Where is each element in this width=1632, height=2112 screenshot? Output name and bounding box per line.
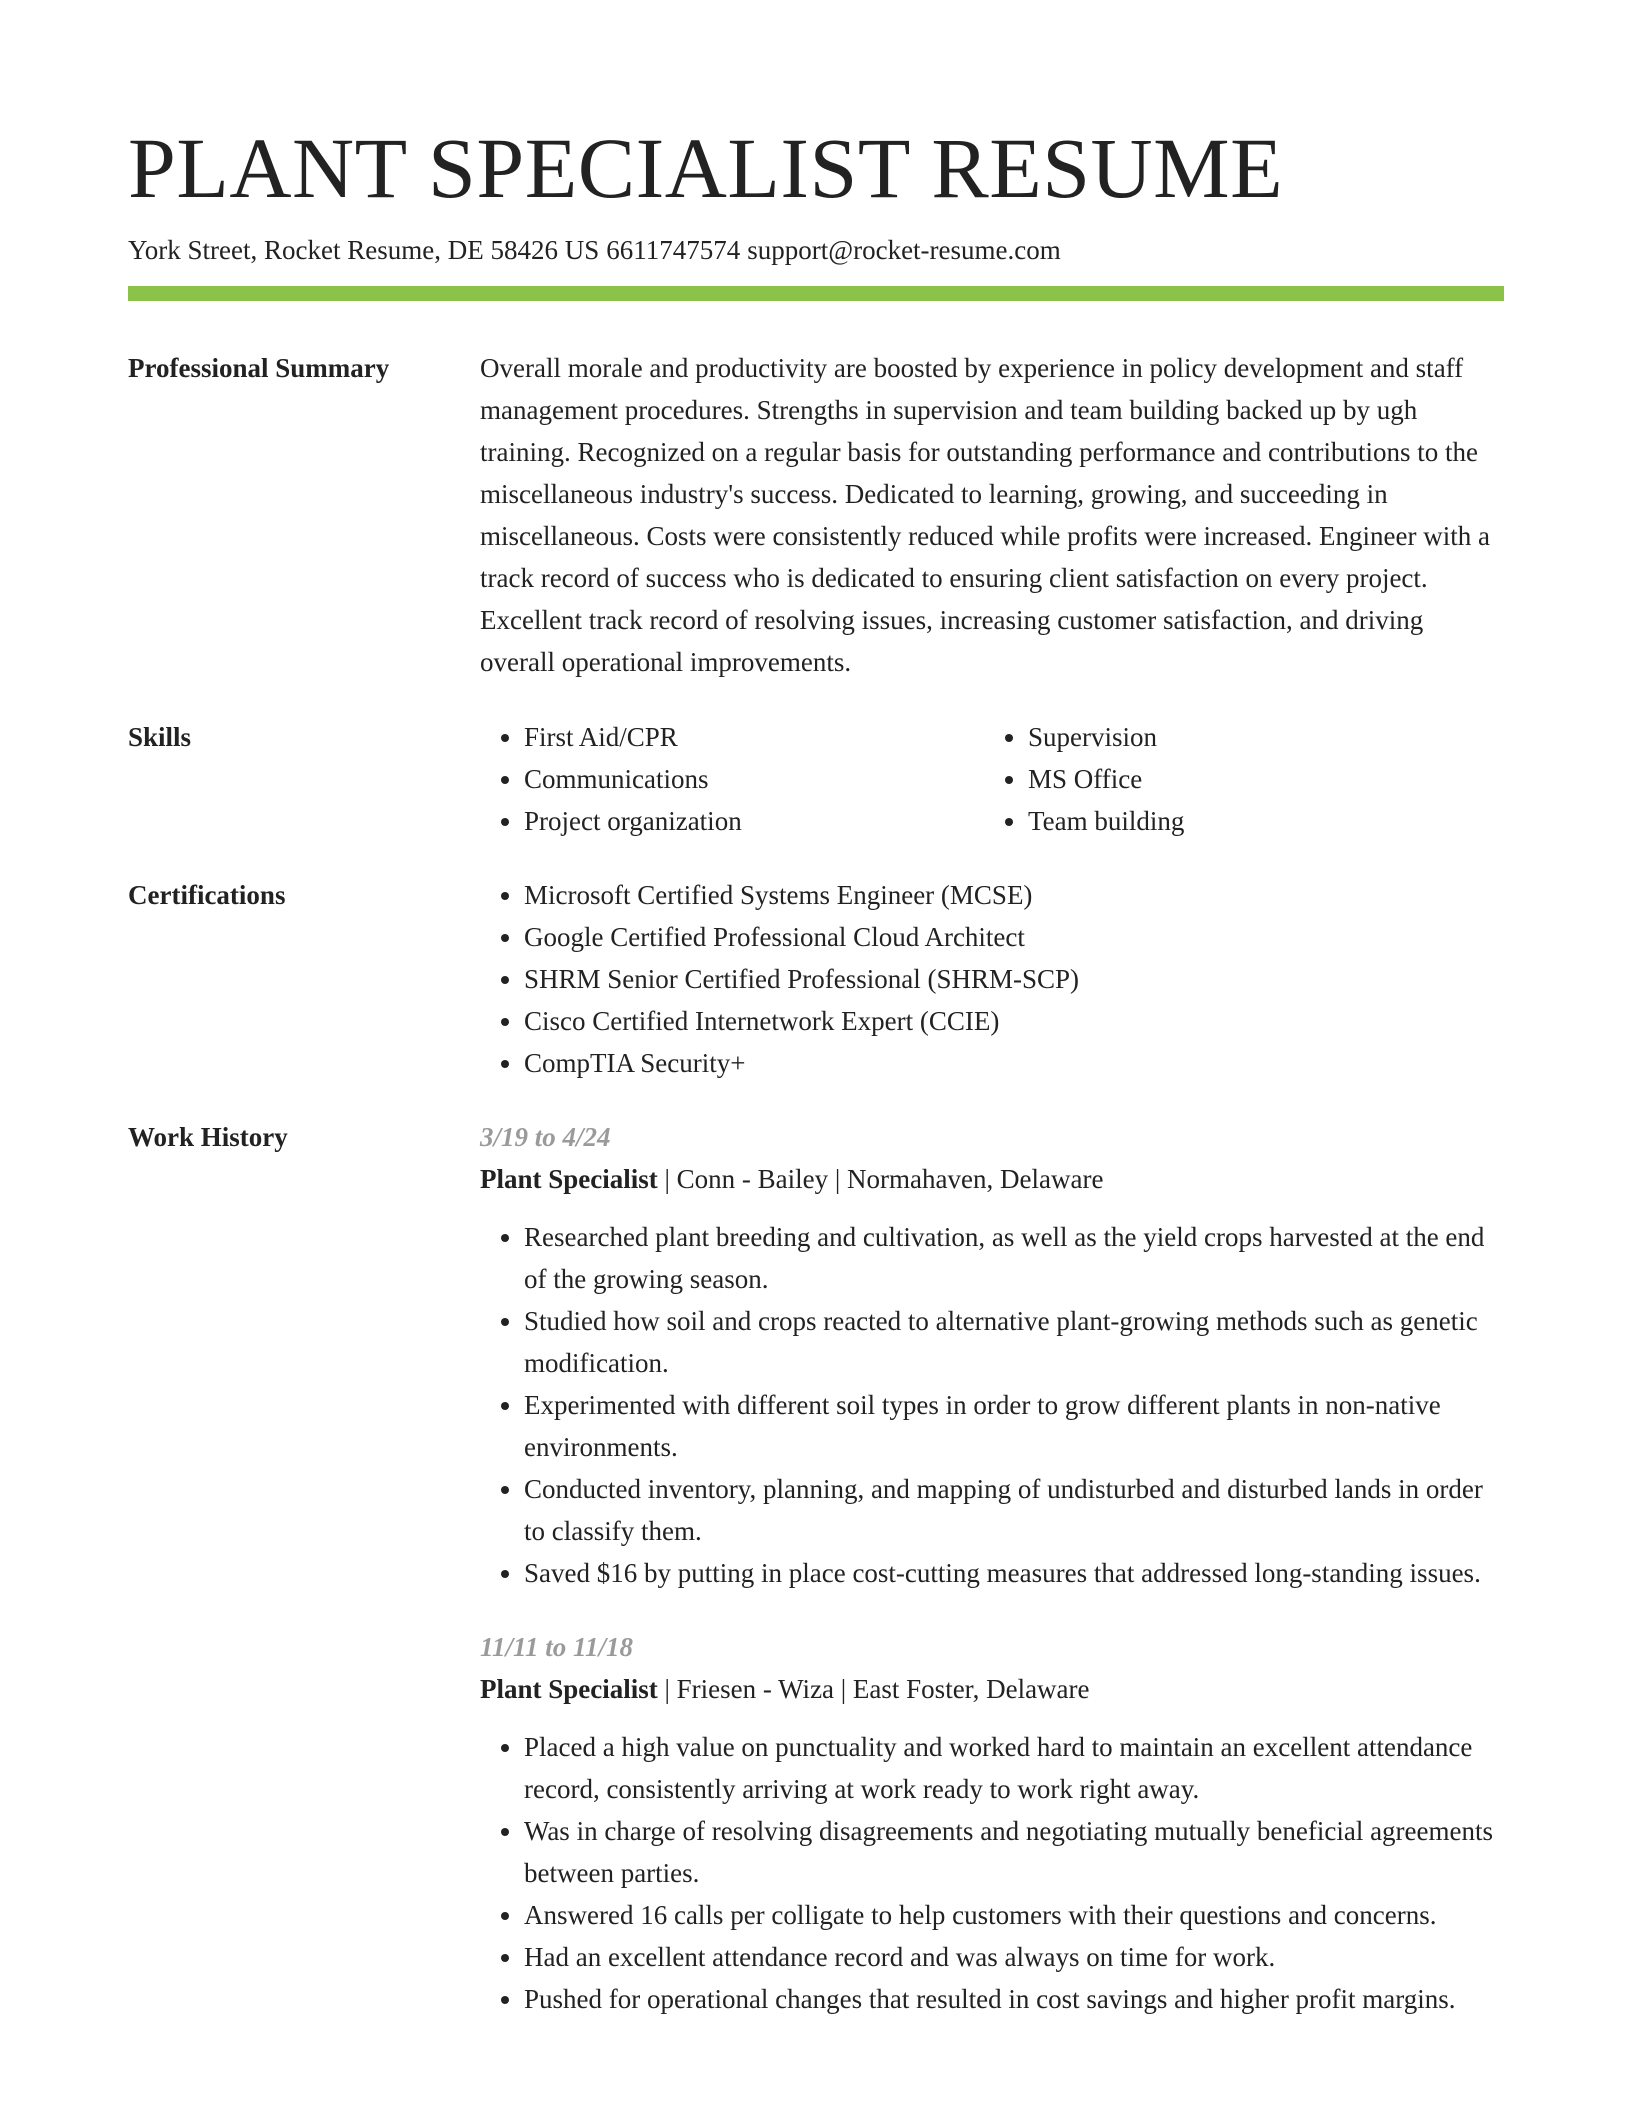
skills-list [480, 716, 1504, 842]
job-entry [480, 1116, 1504, 1594]
job-bullet: • Had an excellent attendance record and was always on time for work. [524, 1936, 1504, 1978]
skill-item: • Communications [524, 758, 984, 800]
skills-column-left [480, 716, 984, 842]
skills-heading: Skills [128, 722, 192, 752]
page-title: PLANT SPECIALIST RESUME [128, 120, 1284, 216]
job-bullet: • Was in charge of resolving disagreements and negotiating mutually beneficial agreements between parties. [524, 1810, 1504, 1894]
contact-email[interactable]: support@rocket-resume.com [747, 235, 1061, 265]
summary-heading: Professional Summary [128, 353, 390, 383]
work-history-body [480, 1116, 1504, 2020]
certification-item: • Cisco Certified Internetwork Expert (CCIE) [524, 1000, 1504, 1042]
certifications-list [480, 874, 1504, 1084]
skills-column-right [984, 716, 1488, 842]
job-bullet: • Placed a high value on punctuality and worked hard to maintain an excellent attendance record, consistently arriving at work ready to work right away. [524, 1726, 1504, 1810]
certification-item: • Microsoft Certified Systems Engineer (MCSE) [524, 874, 1504, 916]
job-bullet: • Experimented with different soil types in order to grow different plants in non-native environments. [524, 1384, 1504, 1468]
skill-item: • MS Office [1028, 758, 1488, 800]
job-employer-location: | Conn - Bailey | Normahaven, Delaware [657, 1164, 1104, 1194]
certifications-heading: Certifications [128, 880, 286, 910]
certification-item: • CompTIA Security+ [524, 1042, 1504, 1084]
job-title: Plant Specialist [480, 1674, 658, 1704]
certifications-body [480, 874, 1504, 1084]
skill-item: • Team building [1028, 800, 1488, 842]
contact-line [128, 232, 1061, 268]
skill-item: • First Aid/CPR [524, 716, 984, 758]
job-bullet: • Pushed for operational changes that resulted in cost savings and higher profit margins. [524, 1978, 1504, 2020]
job-bullets [480, 1216, 1504, 1594]
job-title-line [480, 1158, 1504, 1200]
job-bullet: • Conducted inventory, planning, and mapping of undisturbed and disturbed lands in order to classify them. [524, 1468, 1504, 1552]
job-title: Plant Specialist [480, 1164, 658, 1194]
job-title-line [480, 1668, 1504, 1710]
work-history-heading: Work History [128, 1122, 288, 1152]
job-entry [480, 1626, 1504, 2020]
certification-item: • SHRM Senior Certified Professional (SHRM-SCP) [524, 958, 1504, 1000]
certification-item: • Google Certified Professional Cloud Architect [524, 916, 1504, 958]
job-bullet: • Studied how soil and crops reacted to alternative plant-growing methods such as genetic modification. [524, 1300, 1504, 1384]
job-employer-location: | Friesen - Wiza | East Foster, Delaware [657, 1674, 1090, 1704]
summary-body [480, 347, 1504, 683]
job-bullets [480, 1726, 1504, 2020]
job-bullet: • Saved $16 by putting in place cost-cutting measures that addressed long-standing issues. [524, 1552, 1504, 1594]
skill-item: • Supervision [1028, 716, 1488, 758]
job-bullet: • Answered 16 calls per colligate to help customers with their questions and concerns. [524, 1894, 1504, 1936]
summary-text: Overall morale and productivity are boosted by experience in policy development and staff management procedures. Strengths in supervision and team building backed up by ugh training. Recognized on a regular basis for outstanding performance and contributions to the miscellaneous industry's success. Dedicated to learning, growing, and succeeding in miscellaneous. Costs were consistently reduced while profits were increased. Engineer with a track record of success who is dedicated to ensuring client satisfaction on every project. Excellent track record of resolving issues, increasing customer satisfaction, and driving overall operational improvements. [480, 353, 1490, 677]
header-divider [128, 286, 1504, 301]
contact-phone: 6611747574 [606, 235, 741, 265]
job-dates: 11/11 to 11/18 [480, 1632, 634, 1662]
job-bullet: • Researched plant breeding and cultivation, as well as the yield crops harvested at the end of the growing season. [524, 1216, 1504, 1300]
contact-address: York Street, Rocket Resume, DE 58426 US [128, 235, 600, 265]
job-dates: 3/19 to 4/24 [480, 1122, 611, 1152]
skill-item: • Project organization [524, 800, 984, 842]
